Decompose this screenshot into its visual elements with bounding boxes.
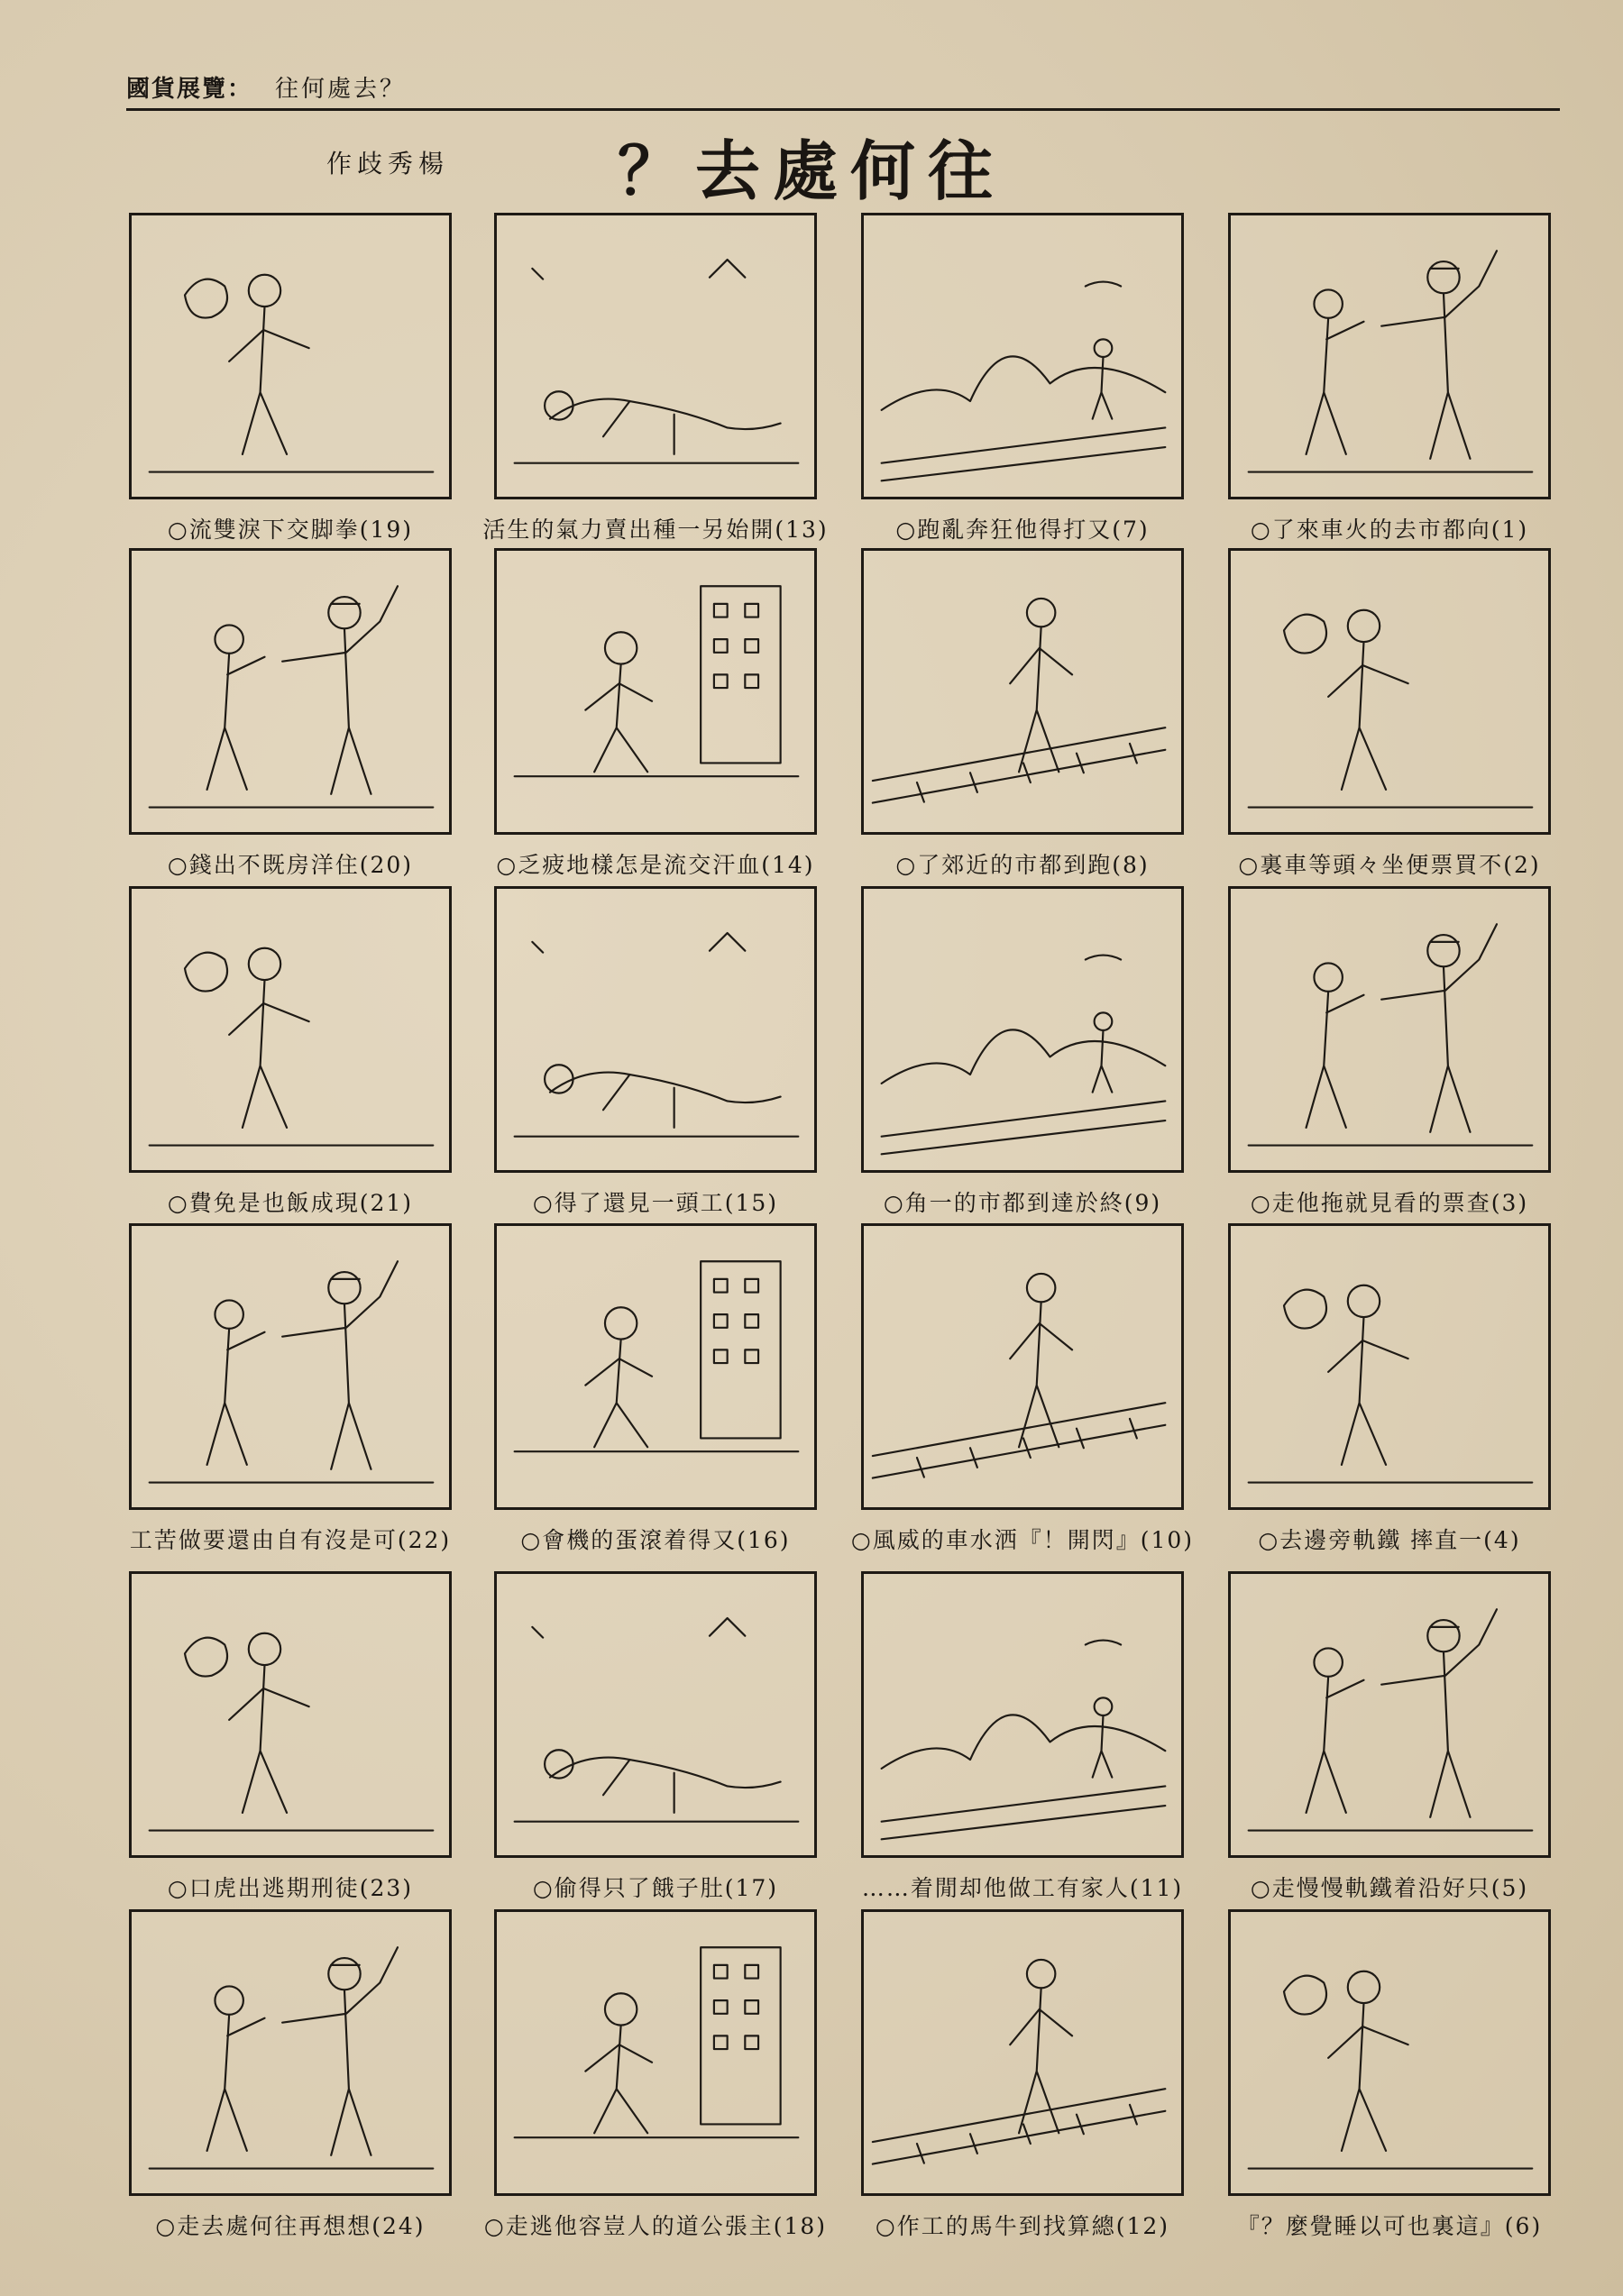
panel-illustration — [864, 215, 1181, 497]
panel-illustration — [132, 889, 449, 1170]
comic-panel-21 — [129, 1909, 452, 2196]
panel-caption: ○跑亂奔狂他得打又(7) — [895, 517, 1150, 543]
panel-illustration — [497, 889, 814, 1170]
panel-illustration — [1231, 1574, 1548, 1855]
comic-panel-11 — [861, 886, 1184, 1173]
panel-caption: ○會機的蛋滾着得又(16) — [520, 1527, 791, 1553]
panel-caption: ○角一的市都到達於終(9) — [883, 1190, 1162, 1216]
panel-caption: ○走慢慢軌鐵着沿好只(5) — [1250, 1875, 1529, 1901]
comic-panel-17 — [129, 1571, 452, 1858]
comic-panel-14 — [494, 1223, 817, 1510]
comic-panel-8 — [1228, 548, 1551, 835]
panel-illustration — [497, 551, 814, 832]
panel-illustration — [132, 551, 449, 832]
panel-illustration — [497, 1912, 814, 2193]
comic-panel-7 — [861, 548, 1184, 835]
comic-panel-20 — [1228, 1571, 1551, 1858]
panel-caption: ○風威的車水洒『！開閃』(10) — [850, 1527, 1195, 1553]
panel-illustration — [864, 1574, 1181, 1855]
comic-panel-23 — [861, 1909, 1184, 2196]
comic-panel-16 — [1228, 1223, 1551, 1510]
panel-caption: ○流雙淚下交脚拳(19) — [167, 517, 414, 543]
comic-panel-3 — [861, 213, 1184, 499]
author-byline: 作歧秀楊 — [326, 149, 450, 178]
panel-caption: ○去邊旁軌鐵 摔直一(4) — [1258, 1527, 1521, 1553]
comic-panel-12 — [1228, 886, 1551, 1173]
comic-panel-13 — [129, 1223, 452, 1510]
comic-panel-22 — [494, 1909, 817, 2196]
panel-caption: ○走去處何往再想想(24) — [155, 2213, 426, 2239]
comic-panel-6 — [494, 548, 817, 835]
panel-illustration — [864, 551, 1181, 832]
comic-panel-4 — [1228, 213, 1551, 499]
panel-illustration — [1231, 889, 1548, 1170]
panel-caption: ○乏疲地樣怎是流交汗血(14) — [496, 852, 815, 878]
panel-caption: 工苦做要還由自有沒是可(22) — [129, 1527, 452, 1553]
comic-panel-5 — [129, 548, 452, 835]
panel-illustration — [132, 215, 449, 497]
panel-illustration — [497, 1574, 814, 1855]
page-title: ？去處何往 — [617, 133, 1005, 209]
panel-caption: ……着閒却他做工有家人(11) — [861, 1875, 1184, 1901]
running-title: 往何處去？ — [275, 76, 407, 103]
panel-caption: ○了來車火的去市都向(1) — [1250, 517, 1529, 543]
comic-panel-1 — [129, 213, 452, 499]
panel-caption: 活生的氣力賣出種一另始開(13) — [482, 517, 829, 543]
panel-caption: ○口虎出逃期刑徒(23) — [167, 1875, 414, 1901]
panel-caption: ○了郊近的市都到跑(8) — [895, 852, 1150, 878]
comic-panel-9 — [129, 886, 452, 1173]
panel-illustration — [497, 1226, 814, 1507]
panel-caption: ○得了還見一頭工(15) — [532, 1190, 779, 1216]
comic-panel-18 — [494, 1571, 817, 1858]
panel-caption: ○走他拖就見看的票查(3) — [1250, 1190, 1529, 1216]
panel-illustration — [497, 215, 814, 497]
panel-illustration — [132, 1912, 449, 2193]
panel-illustration — [132, 1226, 449, 1507]
panel-caption: ○裏車等頭々坐便票買不(2) — [1238, 852, 1541, 878]
panel-caption: ○費免是也飯成現(21) — [167, 1190, 414, 1216]
panel-illustration — [1231, 551, 1548, 832]
panel-caption: ○錢出不既房洋住(20) — [167, 852, 414, 878]
panel-illustration — [132, 1574, 449, 1855]
header-bar — [126, 69, 1560, 111]
panel-caption: 『？麼覺睡以可也裏這』(6) — [1236, 2213, 1543, 2239]
comic-panel-2 — [494, 213, 817, 499]
panel-illustration — [864, 1226, 1181, 1507]
panel-illustration — [1231, 1912, 1548, 2193]
panel-illustration — [1231, 215, 1548, 497]
panel-caption: ○偷得只了餓子肚(17) — [532, 1875, 779, 1901]
panel-caption: ○作工的馬牛到找算總(12) — [875, 2213, 1170, 2239]
section-label: 國貨展覽： — [126, 76, 253, 103]
panel-illustration — [864, 889, 1181, 1170]
comic-panel-15 — [861, 1223, 1184, 1510]
comic-panel-19 — [861, 1571, 1184, 1858]
panel-illustration — [864, 1912, 1181, 2193]
comic-panel-24 — [1228, 1909, 1551, 2196]
comic-panel-10 — [494, 886, 817, 1173]
panel-illustration — [1231, 1226, 1548, 1507]
panel-caption: ○走逃他容豈人的道公張主(18) — [483, 2213, 828, 2239]
